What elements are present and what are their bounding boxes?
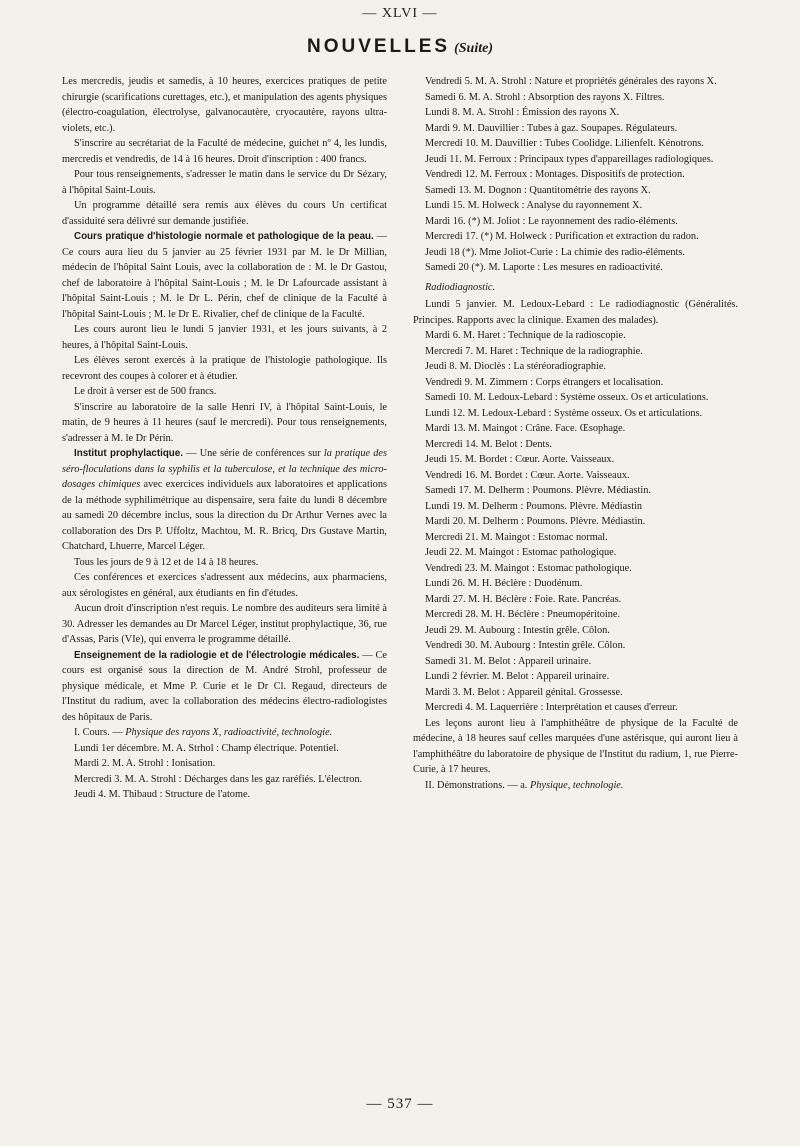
schedule-entry: Vendredi 12. M. Ferroux : Montages. Dispositifs de protection. [425, 169, 685, 180]
schedule-entry: Lundi 1er décembre. M. A. Strhol : Champ électrique. Potentiel. [74, 742, 339, 754]
schedule-entry: Vendredi 5. M. A. Strohl : Nature et propriétés générales des rayons X. [425, 76, 717, 87]
schedule-entry: Mercredi 28. M. H. Béclère : Pneumopéritoine. [425, 609, 621, 620]
schedule-entry: Lundi 5 janvier. M. Ledoux-Lebard : Le radiodiagnostic (Généralités. Principes. Rapports avec la clinique. Examen des malades). [413, 299, 738, 326]
schedule-entry: Mardi 27. M. H. Béclère : Foie. Rate. Pancréas. [425, 593, 622, 605]
schedule-entry: Vendredi 9. M. Zimmern : Corps étrangers et localisation. [425, 376, 664, 388]
schedule-entry: Jeudi 11. M. Ferroux : Principaux types d'appareillages radiologiques. [425, 153, 714, 165]
schedule-entry: Mardi 3. M. Belot : Appareil génital. Grossesse. [425, 686, 623, 698]
paragraph: Tous les jours de 9 à 12 et de 14 à 18 heures. [74, 556, 259, 568]
paragraph: Ces conférences et exercices s'adressent aux médecins, aux pharmaciens, aux sérologistes en général, aux étudiants en fin d'études. [62, 572, 387, 599]
schedule-entry: Samedi 6. M. A. Strohl : Absorption des rayons X. Filtres. [425, 91, 665, 103]
paragraph: Aucun droit d'inscription n'est requis. Le nombre des auditeurs sera limité à 30. Adresser les demandes au Dr Marcel Léger, institut prophylactique, 36, rue d'Assas, Paris (VIe), qui enverra le programme détaillé. [62, 603, 387, 645]
paragraph: S'inscrire au secrétariat de la Faculté de médecine, guichet nº 4, les lundis, mercredis et vendredis, de 14 à 16 heures. Droit d'inscription : 400 francs. [62, 138, 387, 165]
paragraph-institut [62, 446, 387, 555]
schedule-entry: Mardi 9. M. Dauvillier : Tubes à gaz. Soupapes. Régulateurs. [425, 122, 678, 134]
schedule-entry: Lundi 8. M. A. Strohl : Émission des rayons X. [425, 107, 620, 118]
paragraph: Le droit à verser est de 500 francs. [74, 386, 217, 397]
schedule-entry: Jeudi 4. M. Thibaud : Structure de l'atome. [74, 789, 251, 800]
schedule-entry: Mercredi 10. M. Dauvillier : Tubes Coolidge. Lilienfelt. Kénotrons. [425, 138, 704, 149]
schedule-entry: Mardi 13. M. Maingot : Crâne. Face. Œsophage. [425, 423, 626, 434]
paragraph: Les cours auront lieu le lundi 5 janvier 1931, et les jours suivants, à 2 heures, à l'hôpital Saint-Louis. [62, 324, 387, 351]
schedule-entry: Mardi 6. M. Haret : Technique de la radioscopie. [425, 330, 626, 341]
schedule-entry: Jeudi 18 (*). Mme Joliot-Curie : La chimie des radio-éléments. [425, 246, 685, 258]
schedule-entry: Mardi 2. M. A. Strohl : Ionisation. [74, 758, 216, 769]
page-title [0, 36, 800, 58]
schedule-entry: Vendredi 30. M. Aubourg : Intestin grêle. Côlon. [425, 640, 626, 651]
schedule-entry: Lundi 15. M. Holweck : Analyse du rayonnement X. [425, 200, 643, 211]
schedule-entry: Mercredi 21. M. Maingot : Estomac normal. [425, 531, 608, 543]
schedule-entry: Mardi 20. M. Delherm : Poumons. Plèvre. Médiastin. [425, 516, 646, 527]
course-heading [62, 725, 387, 741]
paragraph-body: — Ce cours est organisé sous la direction de M. André Strohl, professeur de physique médicale, et Mme P. Curie et le Dr Cl. Regaud, directeurs de l'Institut du radium, avec la collaboration des médecins électro-radiologistes des hôpitaux de Paris. [62, 649, 387, 723]
italic-text: Physique, technologie. [529, 779, 624, 791]
schedule-entry: Vendredi 16. M. Bordet : Cœur. Aorte. Vaisseaux. [425, 469, 630, 481]
paragraph-radiologie [62, 648, 387, 726]
paragraph-body: — Ce cours aura lieu du 5 janvier au 25 février 1931 par M. le Dr Millian, médecin de l'hôpital Saint Louis, avec la collaboration de : M. le Dr Gastou, chef de laboratoire à l'hôpital Saint-Louis ; M. le Dr Lafourcade assistant à l'hôpital Saint-Louis ; M. le Dr L. Périn, chef de clinique de la Faculté à l'hôpital Saint-Louis ; M. le Dr E. Rivalier, chef de clinique de la Faculté. [62, 231, 388, 320]
section-heading: Enseignement de la radiologie et de l'électrologie médicales. [74, 649, 360, 661]
schedule-entry: Mercredi 7. M. Haret : Technique de la radiographie. [425, 345, 643, 357]
right-column [413, 74, 738, 793]
page-number: — 537 — [366, 1096, 434, 1112]
schedule-entry: Lundi 12. M. Ledoux-Lebard : Système osseux. Os et articulations. [425, 407, 703, 419]
paragraph: Les mercredis, jeudis et samedis, à 10 heures, exercices pratiques de petite chirurgie (scarifications curettages, etc.), et manipulation des agents physiques (électro-coagulation, électrolyse, galvanocautère, cryocautère, rayons ultra-violets, etc.). [62, 76, 387, 134]
schedule-entry: Jeudi 29. M. Aubourg : Intestin grêle. Côlon. [425, 624, 610, 636]
paragraph-body: — Une série de conférences sur [186, 448, 324, 459]
schedule-entry: Lundi 2 février. M. Belot : Appareil urinaire. [425, 671, 610, 682]
schedule-entry: Mardi 16. (*) M. Joliot : Le rayonnement des radio-éléments. [425, 215, 678, 227]
paragraph-body: avec exercices individuels aux laboratoires et applications de la méthode syphilimétrique au dispensaire, sera faite du lundi 8 décembre au samedi 20 décembre inclus, sous la direction du Dr Arthur Vernes avec la collaboration des Drs P. Uffoltz, Machtou, M. R. Bricq, Drs Gustave Martin, Chatchard, Lhuerre, Marcel Léger. [62, 479, 387, 552]
italic-text: la pratique des séro-floculations dans la syphilis et la tuberculose, et la technique des micro-dosages chimiques [62, 448, 388, 490]
course-label: I. Cours. — [74, 727, 126, 738]
demonstrations-heading [413, 778, 738, 794]
schedule-entry: Samedi 13. M. Dognon : Quantitométrie des rayons X. [425, 184, 651, 196]
page-roman-number: — XLVI — [362, 6, 438, 21]
paragraph: Les élèves seront exercés à la pratique de l'histologie pathologique. Ils recevront des coupes à colorer et à étudier. [62, 355, 387, 382]
italic-text: Physique des rayons X, radioactivité, technologie. [125, 727, 333, 738]
schedule-entry: Lundi 19. M. Delherm : Poumons. Plèvre. Médiastin [425, 500, 643, 512]
schedule-entry: Mercredi 14. M. Belot : Dents. [425, 438, 552, 450]
left-column [62, 74, 387, 803]
schedule-entry: Mercredi 3. M. A. Strohl : Décharges dans les gaz raréfiés. L'électron. [74, 773, 363, 785]
paragraph: Pour tous renseignements, s'adresser le matin dans le service du Dr Sézary, à l'hôpital Saint-Louis. [62, 169, 387, 196]
schedule-entry: Lundi 26. M. H. Béclère : Duodénum. [425, 578, 583, 589]
paragraph: S'inscrire au laboratoire de la salle Henri IV, à l'hôpital Saint-Louis, le matin, de 9 heures à 11 heures (sauf le mercredi). Pour tous renseignements, s'adresser à M. le Dr Périn. [62, 401, 387, 444]
paragraph-histology [62, 229, 387, 322]
schedule-entry: Samedi 20 (*). M. Laporte : Les mesures en radioactivité. [425, 262, 663, 273]
schedule-entry: Jeudi 15. M. Bordet : Cœur. Aorte. Vaisseaux. [425, 454, 615, 465]
title-suite: (Suite) [454, 41, 493, 56]
course-label: II. Démonstrations. — a. [425, 779, 530, 791]
section-heading: Institut prophylactique. [74, 448, 183, 459]
schedule-entry: Vendredi 23. M. Maingot : Estomac pathologique. [425, 562, 632, 574]
paragraph: Un programme détaillé sera remis aux élèves du cours Un certificat d'assiduité sera délivré sur demande justifiée. [62, 200, 387, 227]
title-main: NOUVELLES [306, 36, 451, 57]
section-heading: Cours pratique d'histologie normale et pathologique de la peau. [74, 231, 374, 242]
schedule-entry: Jeudi 22. M. Maingot : Estomac pathologique. [425, 547, 617, 558]
schedule-entry: Mercredi 17. (*) M. Holweck : Purification et extraction du radon. [425, 231, 699, 242]
schedule-entry: Samedi 31. M. Belot : Appareil urinaire. [425, 655, 592, 667]
schedule-entry: Jeudi 8. M. Dioclès : La stéréoradiographie. [425, 361, 606, 372]
schedule-entry: Mercredi 4. M. Laquerrière : Interprétation et causes d'erreur. [425, 702, 678, 713]
paragraph-note: Les leçons auront lieu à l'amphithéâtre de physique de la Faculté de médecine, à 18 heures sauf celles marquées d'une astérisque, qui auront lieu à l'amphithéâtre du laboratoire de physique de l'Institut du radium, 1, rue Pierre-Curie, à 17 heures. [413, 717, 738, 775]
schedule-entry: Samedi 17. M. Delherm : Poumons. Plèvre. Médiastin. [425, 485, 651, 496]
schedule-entry: Samedi 10. M. Ledoux-Lebard : Système osseux. Os et articulations. [425, 392, 709, 403]
subsection-heading: Radiodiagnostic. [425, 281, 496, 293]
